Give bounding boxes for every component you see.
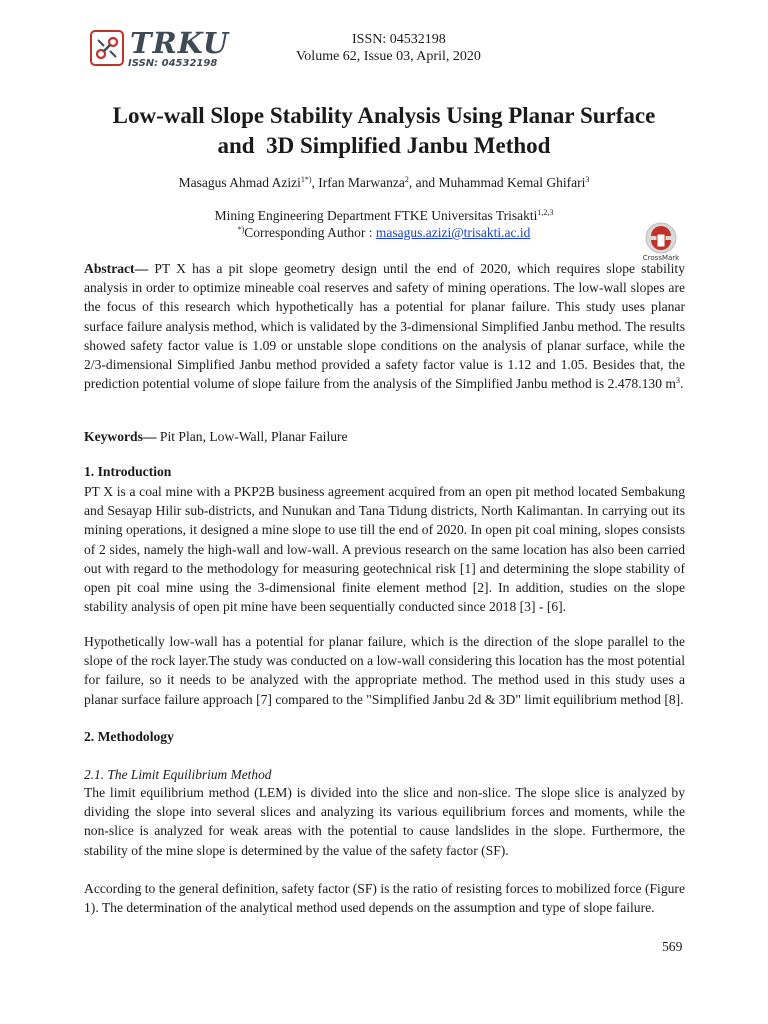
- methodology-paragraph-2: According to the general definition, safety factor (SF) is the ratio of resisting forces to mobilized force (Figure 1). The determination of the analytical method used depends on the assumption and type of slope failure.: [84, 881, 685, 916]
- introduction-paragraph-2: Hypothetically low-wall has a potential for planar failure, which is the direction of the slope parallel to the slope of the rock layer.The study was conducted on a low-wall considering this location has the most potential for failure, so it needs to be analyzed with the appropriate method. The method used in this study uses a planar surface failure approach [7] compared to the "Simplified Janbu 2d & 3D" limit equilibrium method [8].: [84, 634, 685, 707]
- corresponding-email-link[interactable]: masagus.azizi@trisakti.ac.id: [375, 225, 531, 240]
- section-heading-introduction: 1. Introduction: [84, 464, 172, 479]
- crossmark-icon: [638, 222, 684, 256]
- author-3: , and Muhammad Kemal Ghifari: [408, 175, 586, 190]
- introduction-paragraph-1: PT X is a coal mine with a PKP2B business agreement acquired from an open pit method located Sembakung and Sesayap Hilir sub-districts, and Nunukan and Tana Tidung districts, North Kalimantan. In carrying out its mining operations, it designed a mine slope to use till the end of 2020. In open pit coal mining, slopes consists of 2 sides, namely the high-wall and low-wall. A previous research on the same location has also been carried out with regard to the methodology for measuring geotechnical risk [1] and determining the slope stability of open pit coal mine using the 3-dimensional finite element method [2]. In addition, studies on the slope stability analysis of open pit mine have been sequentially conducted since 2018 [3] - [6].: [84, 484, 685, 615]
- logo-issn: ISSN: 04532198: [128, 58, 218, 69]
- abstract-label: Abstract—: [84, 261, 149, 276]
- abstract: [84, 259, 685, 393]
- methodology-paragraph-1: The limit equilibrium method (LEM) is divided into the slice and non-slice. The slope slice is analyzed by dividing the slope into several slices and analyzing its various equilibrium forces and moments, while the non-slice is analyzed for weak areas with the potential to cause landslides in the slope. Furthermore, the stability of the mine slope is determined by the value of the safety factor (SF).: [84, 785, 685, 858]
- affiliation: [60, 207, 708, 241]
- crossmark-label: CrossMark: [642, 254, 680, 262]
- department: Mining Engineering Department FTKE Universitas Trisakti: [214, 208, 538, 223]
- subsection-heading-lem: 2.1. The Limit Equilibrium Method: [84, 767, 272, 782]
- abstract-text: PT X has a pit slope geometry design until the end of 2020, which requires slope stability analysis in order to optimize mineable coal reserves and safety of mining operations. The low-wall slopes are the focus of this research which hypothetically has a potential for planar failure. This study uses planar surface failure analysis method, which is validated by the 3-dimensional Simplified Janbu method. The results showed safety factor value is 1.09 or unstable slope conditions on the analysis of planar surface, while the 2/3-dimensional Simplified Janbu method provided a safety factor value is 1.12 and 1.05. Besides that, the prediction potential volume of slope failure from the analysis of the Simplified Janbu method is 2.478.130 m: [84, 261, 685, 392]
- title-line-1: Low-wall Slope Stability Analysis Using Planar Surface: [112, 103, 656, 128]
- abstract-unit-sup: 3: [675, 376, 680, 386]
- corresponding-sup: *): [237, 225, 245, 234]
- logo-emblem-icon: [90, 30, 124, 66]
- author-1: Masagus Ahmad Azizi: [178, 175, 301, 190]
- author-list: [60, 175, 708, 191]
- title-line-2: and 3D Simplified Janbu Method: [217, 133, 551, 158]
- keywords-text: Pit Plan, Low-Wall, Planar Failure: [156, 429, 348, 444]
- keywords: [84, 427, 685, 446]
- logo-wordmark: TRKU: [130, 26, 230, 60]
- department-sup: 1,2,3: [537, 208, 554, 217]
- header-issn: ISSN: 04532198: [352, 32, 446, 47]
- paper-title: [60, 101, 708, 161]
- abstract-end: .: [679, 376, 684, 392]
- author-2: , Irfan Marwanza: [311, 175, 405, 190]
- corresponding-label: Corresponding Author :: [244, 225, 376, 240]
- keywords-label: Keywords—: [84, 429, 157, 444]
- author-1-sup: 1*): [300, 175, 312, 184]
- author-3-sup: 3: [585, 175, 590, 184]
- section-heading-methodology: 2. Methodology: [84, 729, 174, 744]
- crossmark-badge[interactable]: [638, 222, 684, 264]
- header-volume: Volume 62, Issue 03, April, 2020: [296, 49, 481, 64]
- journal-logo: [90, 28, 240, 72]
- author-2-sup: 2: [404, 175, 409, 184]
- page-number: 569: [662, 939, 683, 954]
